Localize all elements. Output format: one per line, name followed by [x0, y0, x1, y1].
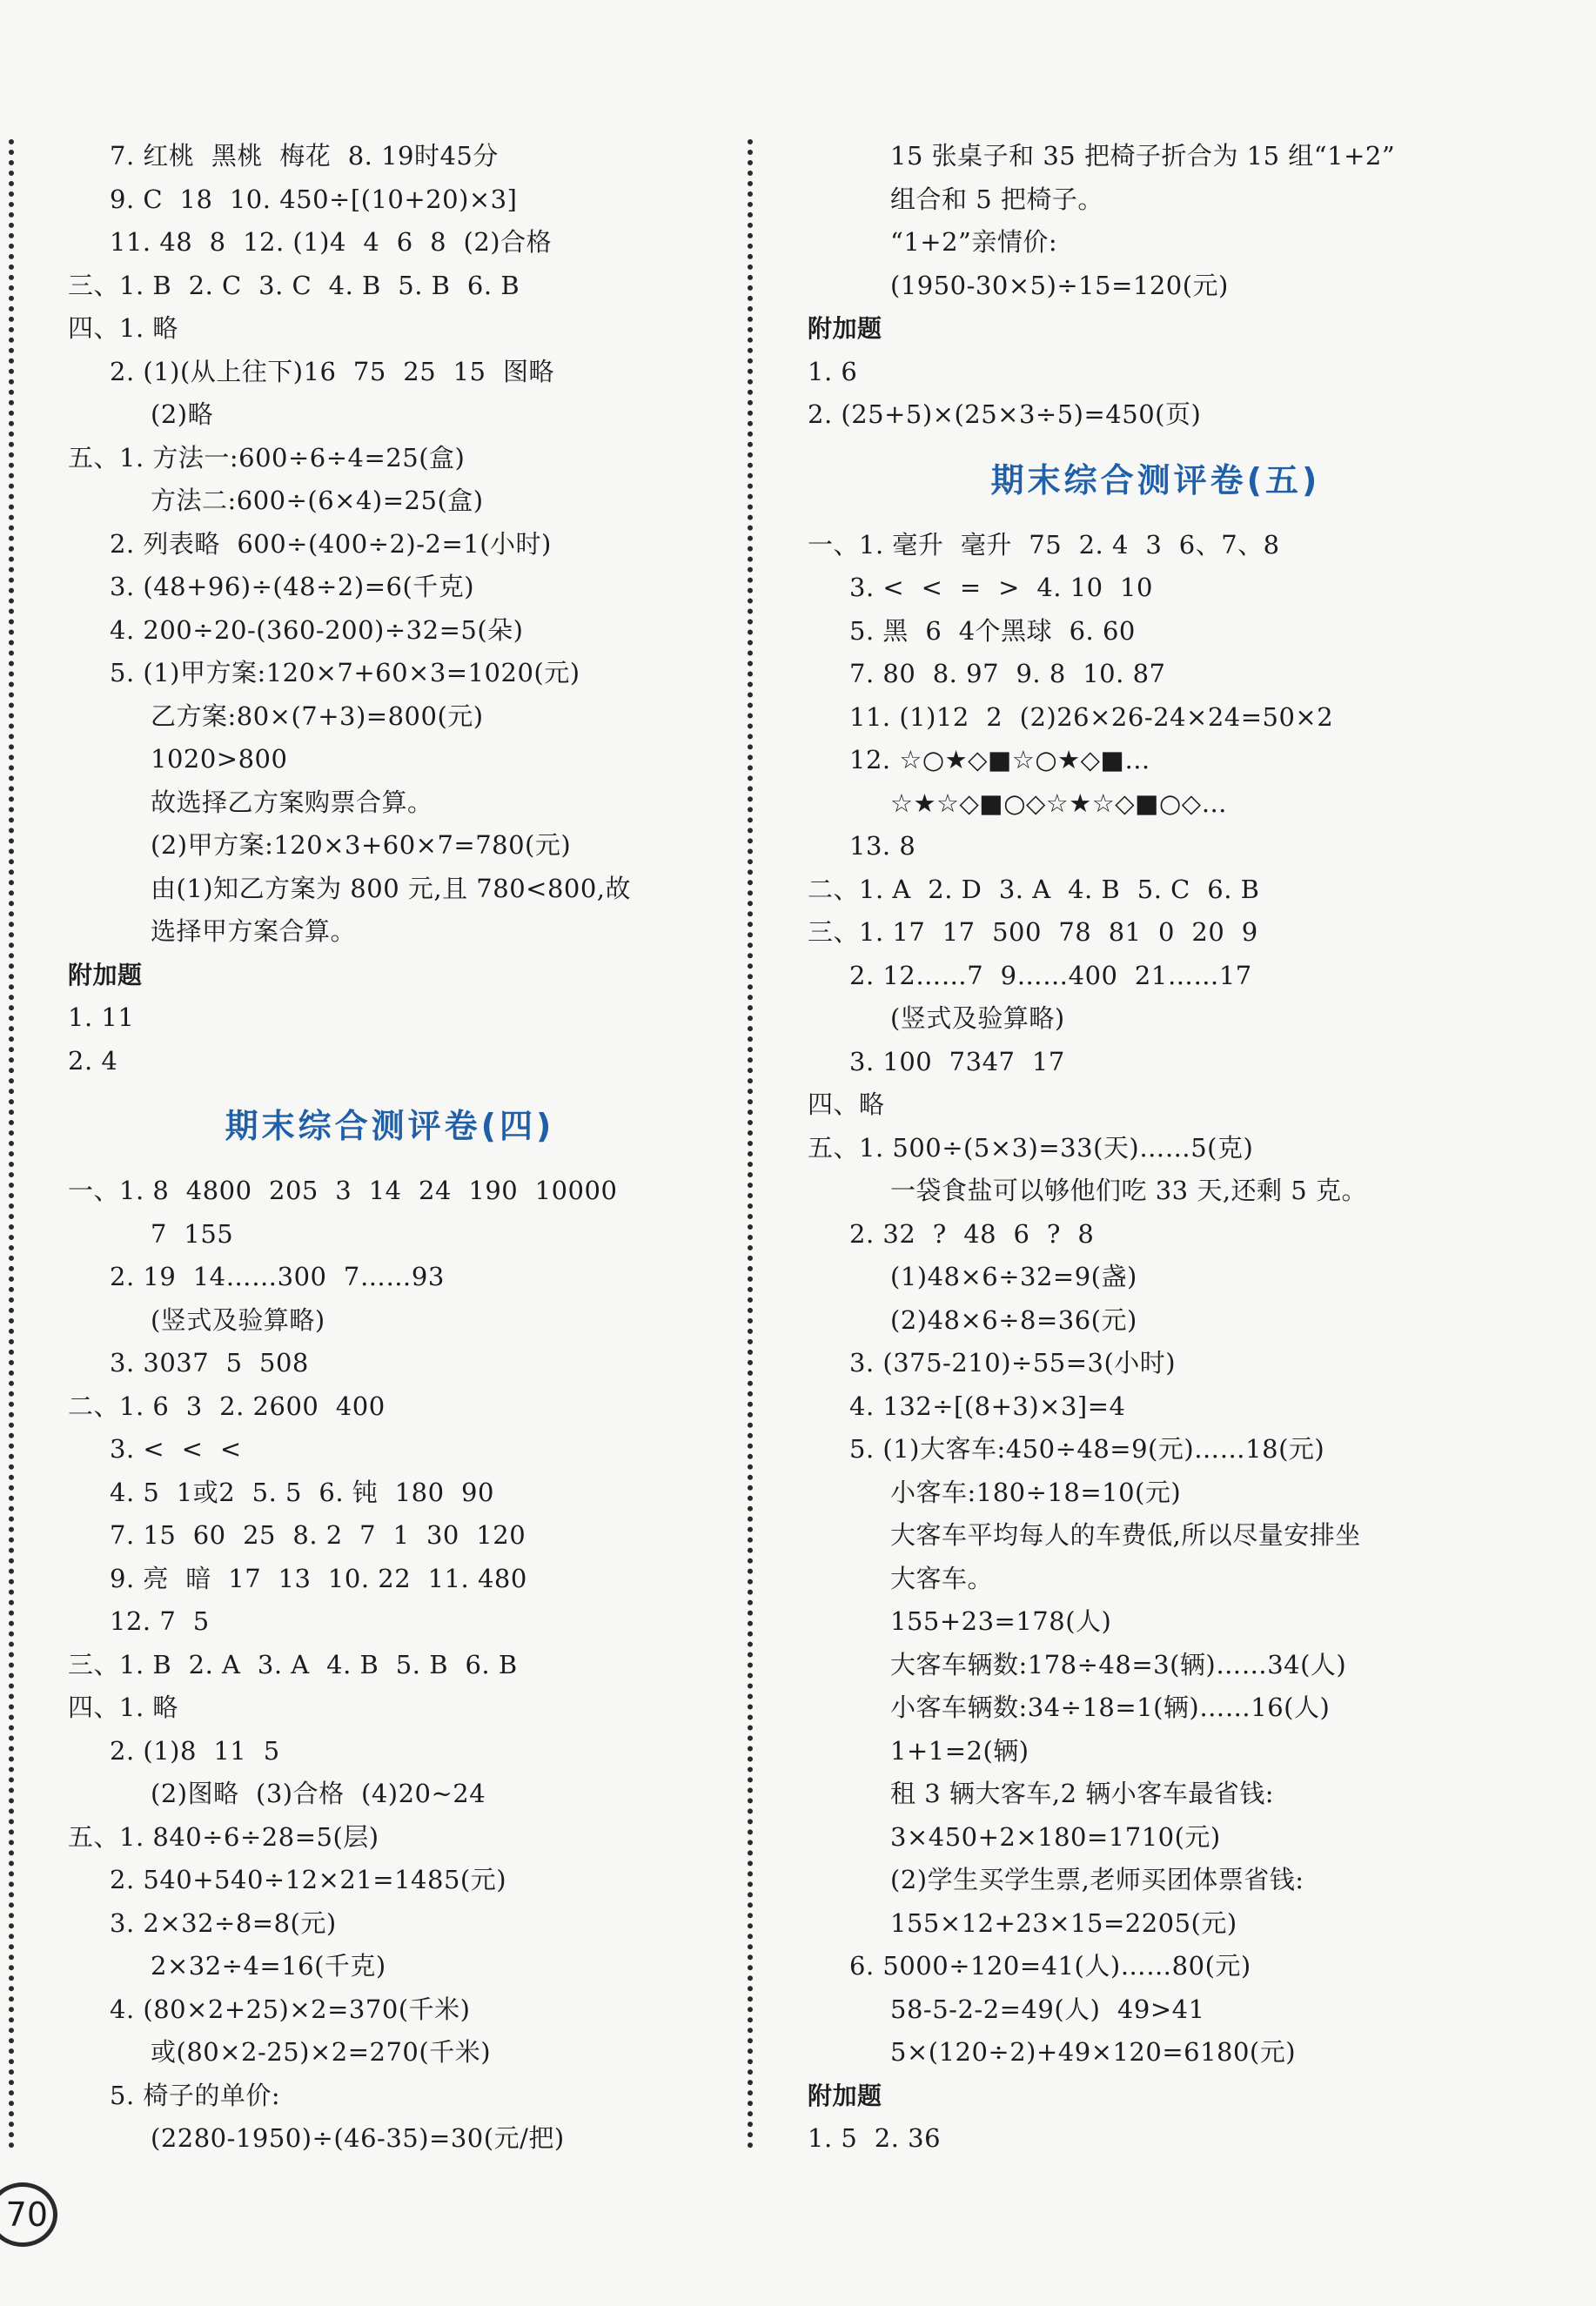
answer-line: 或(80×2-25)×2=270(千米)	[151, 2037, 492, 2067]
section-heading: 附加题	[68, 960, 143, 989]
answer-line: 一、1. 8 4800 205 3 14 24 190 10000	[68, 1176, 618, 1205]
answer-line: 3. < < <	[110, 1434, 242, 1464]
section-title-exam-5: 期末综合测评卷(五)	[990, 460, 1321, 499]
answer-line: 2×32÷4=16(千克)	[151, 1951, 386, 1981]
answer-line: 3. (375-210)÷55=3(小时)	[849, 1348, 1177, 1378]
answer-line: (竖式及验算略)	[890, 1003, 1065, 1033]
answer-line: 4. 5 1或2 5. 5 6. 钝 180 90	[110, 1477, 494, 1507]
answer-line: 方法二:600÷(6×4)=25(盒)	[151, 486, 484, 515]
answer-line: 三、1. 17 17 500 78 81 0 20 9	[808, 917, 1258, 947]
answer-line: 乙方案:80×(7+3)=800(元)	[151, 701, 484, 731]
answer-line: 一袋食盐可以够他们吃 33 天,还剩 5 克。	[890, 1176, 1367, 1205]
answer-line: ☆★☆◇■○◇☆★☆◇■○◇…	[890, 788, 1228, 818]
binding-dots-left	[9, 139, 14, 2149]
answer-line: 1. 11	[68, 1002, 135, 1032]
answer-line: (竖式及验算略)	[151, 1304, 325, 1335]
answer-line: 2. 12……7 9……400 21……17	[849, 960, 1252, 990]
answer-line: 13. 8	[849, 831, 916, 861]
answer-line: 五、1. 方法一:600÷6÷4=25(盒)	[68, 442, 466, 473]
answer-line: 2. 540+540÷12×21=1485(元)	[110, 1865, 507, 1894]
answer-line: 7. 15 60 25 8. 2 7 1 30 120	[110, 1520, 526, 1550]
answer-line: 11. (1)12 2 (2)26×26-24×24=50×2	[849, 701, 1334, 732]
answer-line: 12. 7 5	[110, 1606, 210, 1636]
right-answers-block-2	[808, 524, 1504, 2161]
answer-line: 小客车:180÷18=10(元)	[890, 1477, 1182, 1507]
answer-line: 1. 6	[808, 356, 858, 386]
right-answers-block-1	[808, 135, 1504, 437]
answer-line: 3. 2×32÷8=8(元)	[110, 1907, 337, 1938]
answer-line: 2. (1)8 11 5	[110, 1735, 280, 1766]
answer-line: 1020>800	[151, 744, 288, 774]
answer-line: 2. 4	[68, 1045, 118, 1076]
left-answers-block-2	[68, 1170, 712, 2161]
answer-line: 五、1. 500÷(5×3)=33(天)……5(克)	[808, 1132, 1254, 1163]
answer-line: 7. 80 8. 97 9. 8 10. 87	[849, 659, 1166, 688]
answer-line: 大客车辆数:178÷48=3(辆)……34(人)	[890, 1649, 1347, 1679]
answer-line: 155×12+23×15=2205(元)	[890, 1907, 1237, 1938]
left-answers-block-1	[68, 135, 712, 1083]
answer-line: 3. (48+96)÷(48÷2)=6(千克)	[110, 572, 475, 601]
column-divider-dots	[748, 139, 753, 2149]
answer-line: 大客车。	[890, 1563, 994, 1593]
page-number: 70	[0, 2182, 57, 2247]
section-title-exam-4: 期末综合测评卷(四)	[225, 1107, 555, 1145]
answer-line: 58-5-2-2=49(人) 49>41	[890, 1994, 1205, 2024]
answer-line: 6. 5000÷120=41(人)……80(元)	[849, 1951, 1251, 1981]
answer-line: 二、1. A 2. D 3. A 4. B 5. C 6. B	[808, 874, 1260, 904]
answer-line: 租 3 辆大客车,2 辆小客车最省钱:	[890, 1779, 1275, 1808]
answer-line: 1. 5 2. 36	[808, 2123, 942, 2153]
answer-line: 由(1)知乙方案为 800 元,且 780<800,故	[151, 873, 632, 903]
answer-line: (1)48×6÷32=9(盏)	[890, 1262, 1137, 1291]
section-heading: 附加题	[808, 2081, 882, 2110]
section-heading: 附加题	[808, 314, 882, 343]
answer-line: (2)学生买学生票,老师买团体票省钱:	[890, 1865, 1304, 1894]
answer-line: 11. 48 8 12. (1)4 4 6 8 (2)合格	[110, 227, 553, 257]
answer-line: 3×450+2×180=1710(元)	[890, 1821, 1221, 1852]
answer-line: 5. 黑 6 4个黑球 6. 60	[849, 615, 1136, 646]
answer-line: 三、1. B 2. C 3. C 4. B 5. B 6. B	[68, 270, 520, 300]
answer-line: (2)48×6÷8=36(元)	[890, 1304, 1137, 1335]
answer-line: 5. (1)大客车:450÷48=9(元)……18(元)	[849, 1434, 1325, 1464]
answer-line: 小客车辆数:34÷18=1(辆)……16(人)	[890, 1693, 1331, 1722]
answer-line: 3. 100 7347 17	[849, 1046, 1065, 1076]
answer-line: 五、1. 840÷6÷28=5(层)	[68, 1821, 379, 1852]
answer-line: 2. 19 14……300 7……93	[110, 1262, 445, 1291]
answer-line: 155+23=178(人)	[890, 1606, 1112, 1636]
right-column	[808, 135, 1504, 2161]
answer-line: (1950-30×5)÷15=120(元)	[890, 270, 1229, 300]
answer-line: 2. 32 ? 48 6 ? 8	[849, 1218, 1095, 1249]
answer-line: 7 155	[151, 1218, 234, 1249]
answer-line: 组合和 5 把椅子。	[890, 184, 1103, 214]
answer-line: 12. ☆○★◇■☆○★◇■…	[849, 745, 1150, 774]
answer-line: 4. 200÷20-(360-200)÷32=5(朵)	[110, 614, 524, 645]
answer-line: (2)甲方案:120×3+60×7=780(元)	[151, 830, 572, 860]
answer-line: 故选择乙方案购票合算。	[151, 787, 433, 817]
answer-line: 2. (1)(从上往下)16 75 25 15 图略	[110, 356, 554, 386]
answer-line: 3. < < = > 4. 10 10	[849, 573, 1153, 602]
answer-line: 4. (80×2+25)×2=370(千米)	[110, 1994, 471, 2024]
answer-line: 7. 红桃 黑桃 梅花 8. 19时45分	[110, 141, 499, 171]
answer-line: 选择甲方案合算。	[151, 916, 357, 946]
answer-line: 四、略	[808, 1089, 885, 1119]
answer-line: 15 张桌子和 35 把椅子折合为 15 组“1+2”	[890, 141, 1396, 171]
answer-line: 三、1. B 2. A 3. A 4. B 5. B 6. B	[68, 1649, 518, 1679]
answer-line: (2280-1950)÷(46-35)=30(元/把)	[151, 2123, 565, 2153]
answer-line: 5. (1)甲方案:120×7+60×3=1020(元)	[110, 658, 580, 687]
answer-line: 1+1=2(辆)	[890, 1735, 1029, 1766]
answer-line: 四、1. 略	[68, 313, 178, 343]
answer-line: 四、1. 略	[68, 1693, 178, 1722]
answer-line: “1+2”亲情价:	[890, 227, 1058, 257]
answer-line: (2)图略 (3)合格 (4)20~24	[151, 1779, 486, 1808]
answer-line: 9. C 18 10. 450÷[(10+20)×3]	[110, 184, 518, 214]
answer-line: 5×(120÷2)+49×120=6180(元)	[890, 2037, 1297, 2067]
answer-line: 一、1. 毫升 毫升 75 2. 4 3 6、7、8	[808, 529, 1280, 560]
answer-line: 2. (25+5)×(25×3÷5)=450(页)	[808, 399, 1202, 429]
answer-line: 9. 亮 暗 17 13 10. 22 11. 480	[110, 1563, 527, 1593]
answer-line: 二、1. 6 3 2. 2600 400	[68, 1391, 386, 1421]
answer-line: 5. 椅子的单价:	[110, 2080, 281, 2110]
answer-line: 2. 列表略 600÷(400÷2)-2=1(小时)	[110, 528, 552, 559]
answer-line: 4. 132÷[(8+3)×3]=4	[849, 1391, 1126, 1421]
answer-line: 3. 3037 5 508	[110, 1348, 309, 1378]
answer-line: 大客车平均每人的车费低,所以尽量安排坐	[890, 1520, 1361, 1550]
left-column	[68, 135, 712, 2161]
answer-line: (2)略	[151, 399, 214, 429]
